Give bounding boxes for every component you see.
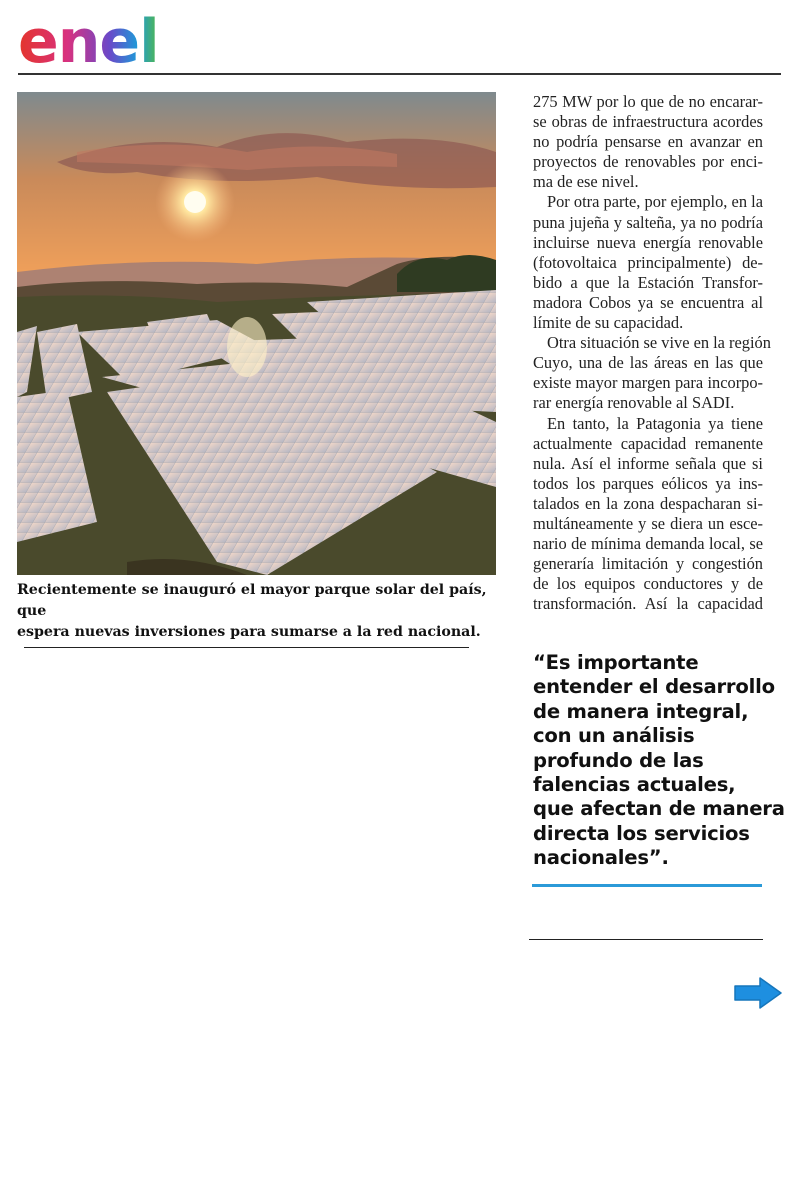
pull-quote-line: nacionales”. [533,846,669,870]
caption-line: Recientemente se inauguró el mayor parque solar del país, que [17,582,487,619]
article-body-line: existe mayor margen para incorpo- [533,373,763,393]
right-arrow-icon[interactable] [732,976,784,1010]
enel-logo-text: enel [18,7,159,68]
article-body-line: se obras de infraestructura acordes [533,112,763,132]
article-body-line: En tanto, la Patagonia ya tiene [547,413,763,433]
article-body-line: no podría pensarse en avanzar en [533,132,763,152]
article-body-line: talados en la zona despacharan si- [533,493,763,513]
pull-quote-accent-rule [532,884,762,887]
article-body-line: 275 MW por lo que de no encarar- [533,92,763,111]
pull-quote-line: con un análisis [533,724,695,748]
header-divider [18,73,781,75]
article-body-line: multáneamente y se diera un esce- [533,513,763,533]
article-body-line: todos los parques eólicos ya ins- [533,473,763,493]
caption-divider [24,647,469,648]
article-body-line: actualmente capacidad remanente [533,433,763,453]
pull-quote-line: de manera integral, [533,699,749,723]
article-body-line: madora Cobos ya se encuentra al [533,292,763,312]
article-body-line: proyectos de renovables por enci- [533,152,763,172]
article-body-line: Por otra parte, por ejemplo, en la [547,192,763,212]
article-body-line: bido a que la Estación Transfor- [533,272,763,292]
pull-quote-line: entender el desarrollo [533,675,775,699]
enel-logo [16,4,186,68]
article-body-line: transformación. Así la capacidad [533,594,763,614]
article-body-line: rar energía renovable al SADI. [533,393,735,413]
article-body-line: límite de su capacidad. [533,313,684,333]
pull-quote-line: “Es importante [533,651,699,674]
pull-quote-line: falencias actuales, [533,773,736,797]
article-body-line: nario de mínima demanda local, se [533,534,763,554]
article-body-line: nula. Así el informe señala que si [533,453,763,473]
article-body-line: generaría limitación y congestión [533,554,763,574]
article-body-line: Otra situación se vive en la región [547,333,771,353]
article-body-line: (fotovoltaica principalmente) de- [533,252,763,272]
article-body-line: incluirse nueva energía renovable [533,232,763,252]
pull-quote-divider [529,939,763,940]
caption-line: espera nuevas inversiones para sumarse a la red nacional. [17,624,481,640]
pull-quote [533,651,785,871]
article-body-line: Cuyo, una de las áreas en las que [533,353,763,373]
photo-caption [17,580,487,643]
article-body-line: puna jujeña y salteña, ya no podría [533,212,763,232]
article-body [533,92,771,614]
pull-quote-line: profundo de las [533,748,704,772]
article-body-line: de los equipos conductores y de [533,574,763,594]
pull-quote-line: que afectan de manera [533,797,785,821]
pull-quote-line: directa los servicios [533,821,750,845]
article-body-line: ma de ese nivel. [533,172,639,192]
solar-park-photo [17,92,496,575]
